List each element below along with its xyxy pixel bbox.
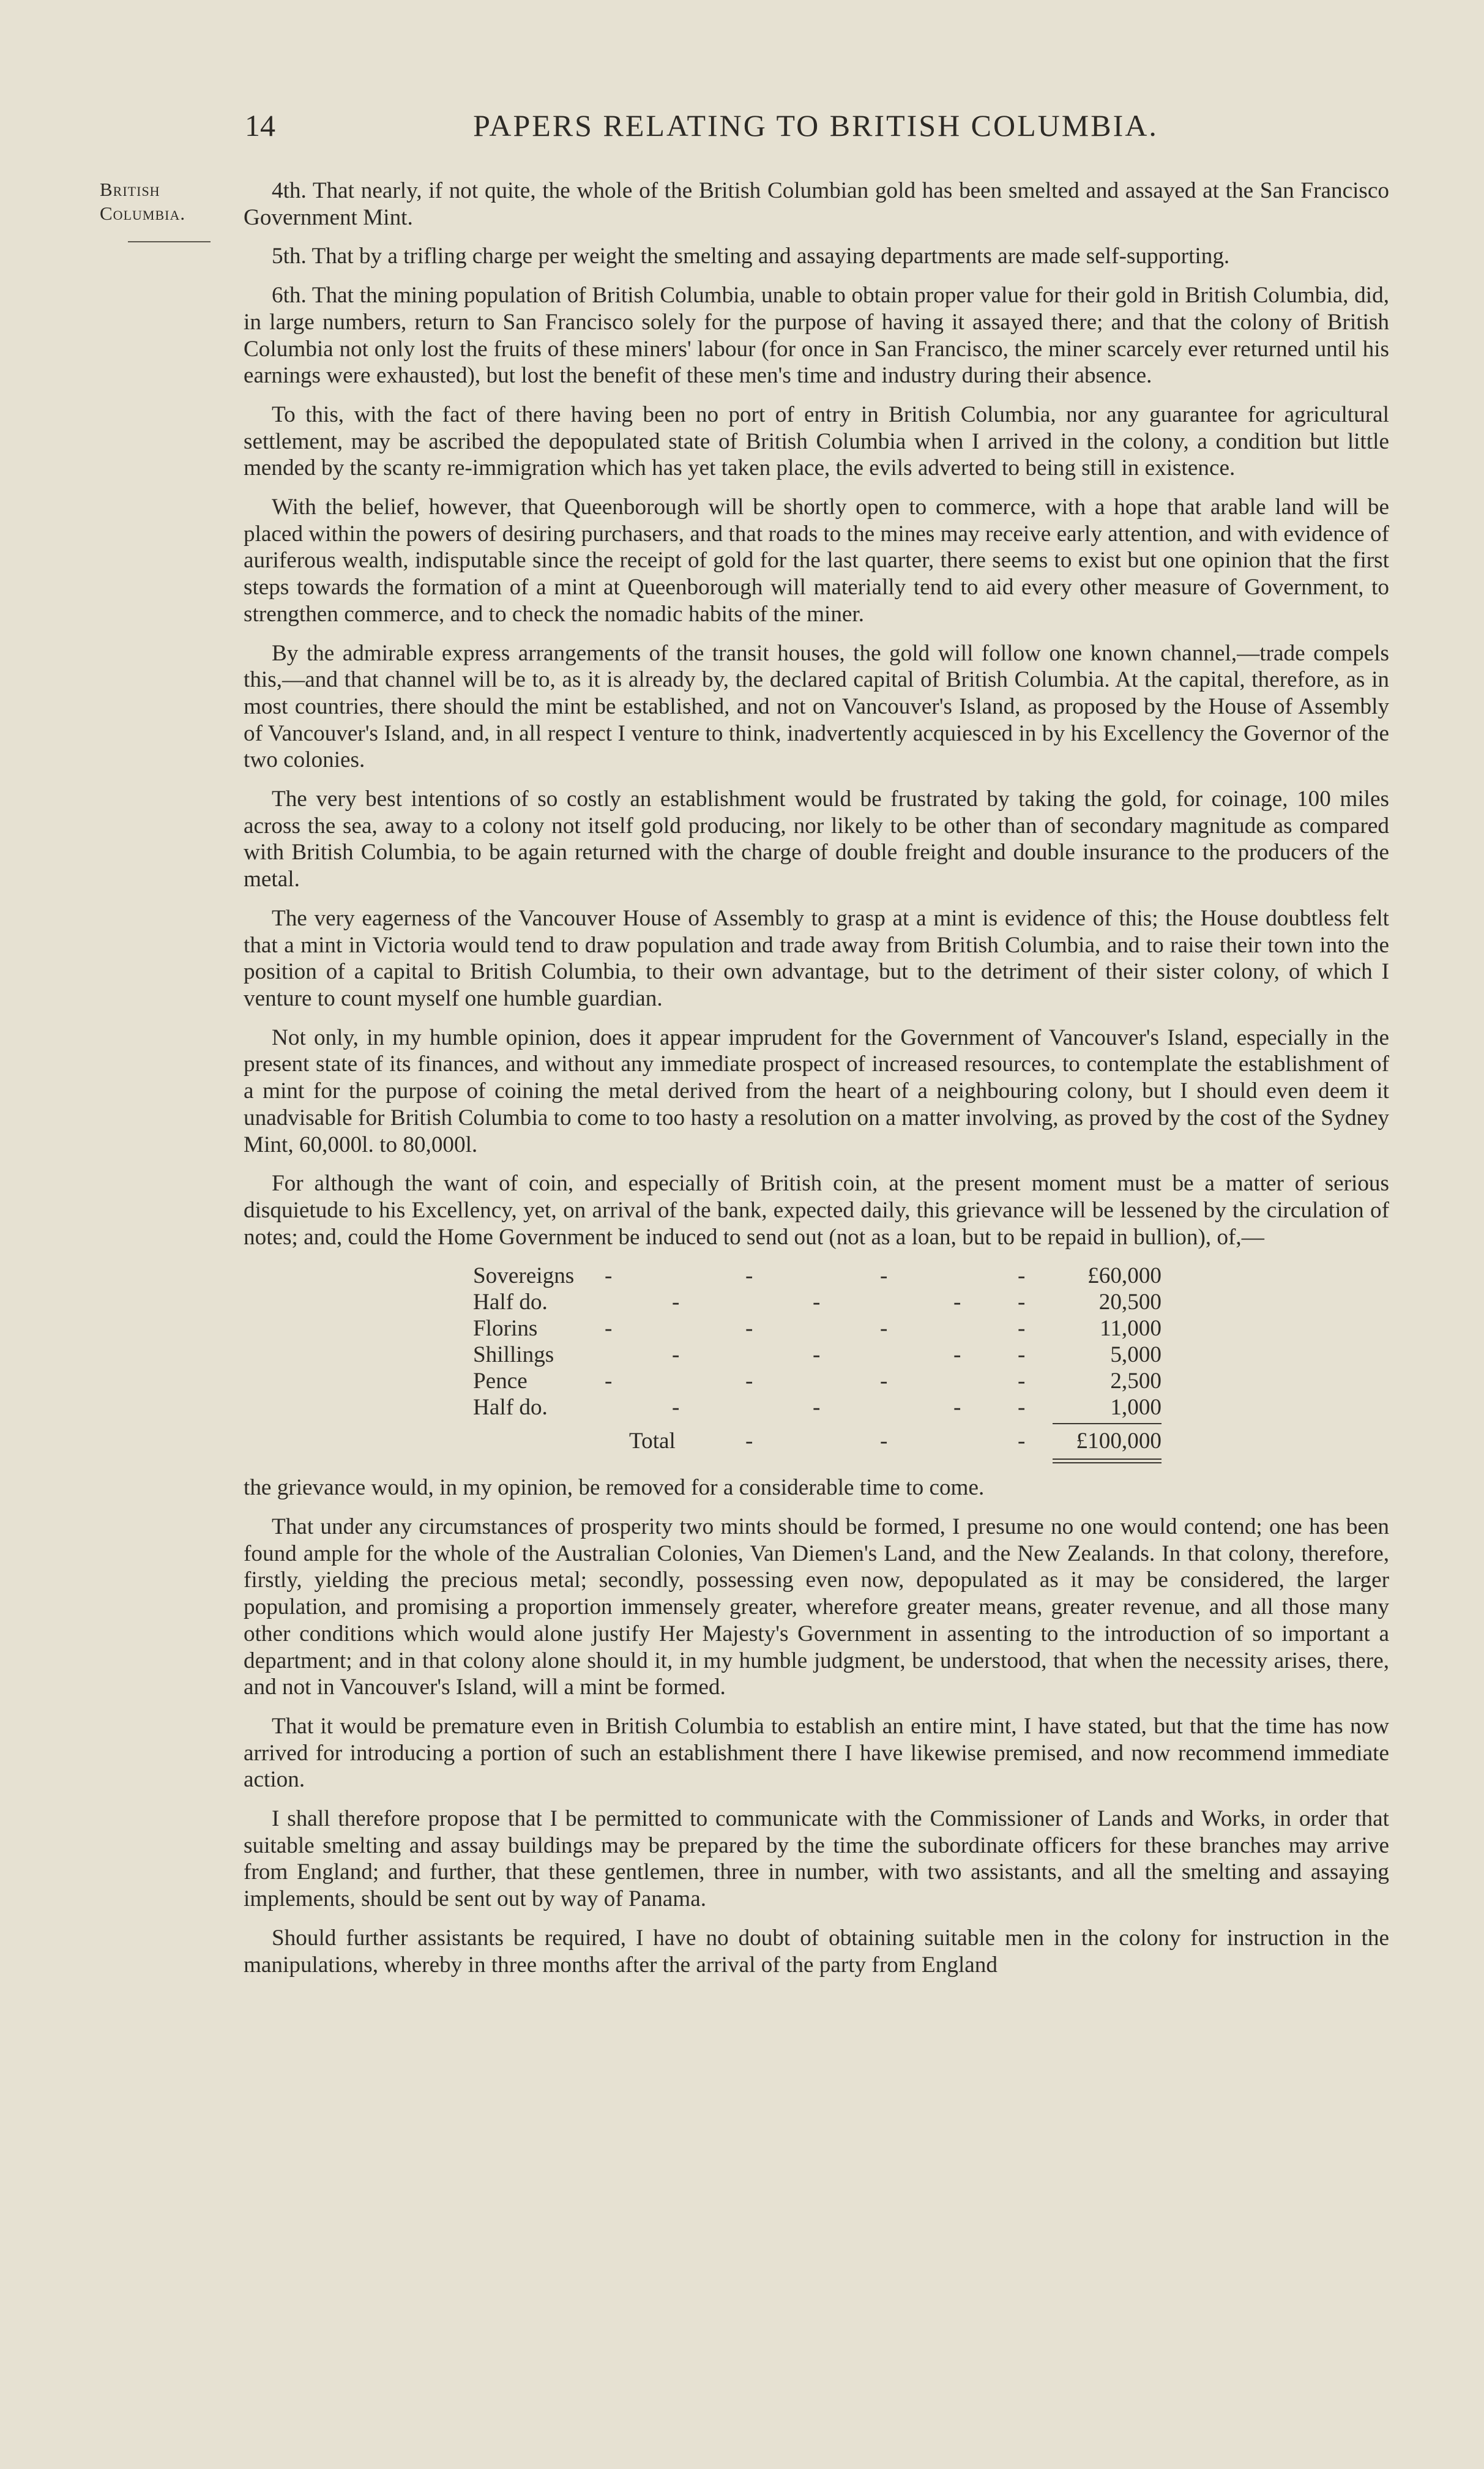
leader-dashes: - - - -	[672, 1395, 1026, 1421]
running-title: PAPERS RELATING TO BRITISH COLUMBIA.	[473, 108, 1158, 143]
paragraph: By the admirable express arrangements of the transit houses, the gold will follow one known channel,—trade compels this,—and that channel will be to, as it is already by, the declared capital of British Columbia. At the capital, therefore, as in most countries, there should the mint be established, and not on Vancouver's Island, as proposed by the House of Assembly of Vancouver's Island, and, in all respect I venture to think, inadvertently acquiesced in by his Excellency the Governor of the two colonies.	[244, 640, 1389, 773]
coin-amount: 2,500	[1110, 1369, 1161, 1394]
coin-amount: 1,000	[1110, 1395, 1161, 1421]
page-header	[245, 108, 1387, 157]
margin-note-rule	[128, 241, 211, 242]
coin-amount: 11,000	[1100, 1316, 1161, 1342]
page-number: 14	[245, 108, 275, 143]
coin-amount: £60,000	[1087, 1263, 1161, 1289]
sum-rule	[1053, 1423, 1161, 1424]
coin-name: Pence	[473, 1369, 528, 1394]
table-row	[244, 1394, 1161, 1421]
coin-name: Half do.	[473, 1290, 548, 1315]
leader-dashes: - - - -	[605, 1263, 1026, 1289]
table-row	[244, 1289, 1161, 1315]
coin-amount: 5,000	[1110, 1342, 1161, 1368]
paragraph: The very best intentions of so costly an establishment would be frustrated by taking the gold, for coinage, 100 miles across the sea, away to a colony not itself gold producing, nor likely to be other than of secondary magnitude as compared with British Columbia, to be again returned with the charge of double freight and double insurance to the producers of the metal.	[244, 786, 1389, 892]
paragraph: With the belief, however, that Queenborough will be shortly open to commerce, with a hope that arable land will be placed within the powers of desiring purchasers, and that roads to the mines may receive early attention, and with evidence of auriferous wealth, indisputable since the receipt of gold for the last quarter, there seems to exist but one opinion that the first steps towards the formation of a mint at Queenborough will materially tend to aid every other measure of Government, to strengthen commerce, and to check the nomadic habits of the miner.	[244, 495, 1389, 627]
paragraph: 5th. That by a trifling charge per weight the smelting and assaying departments are made self-supporting.	[272, 244, 1230, 269]
table-row	[244, 1368, 1161, 1394]
paragraph: I shall therefore propose that I be permitted to communicate with the Commissioner of Lands and Works, in order that suitable smelting and assay buildings may be prepared by the time the subordinate officers for these branches may arrive from England; and further, that these gentlemen, three in number, with two assistants, and all the smelting and assaying implements, should be sent out by way of Panama.	[244, 1806, 1389, 1912]
margin-note-line-1: British	[100, 179, 160, 200]
paragraph: That it would be premature even in British Columbia to establish an entire mint, I have stated, but that the time has now arrived for introducing a portion of such an establishment there I have likewise premised, and now recommend immediate action.	[244, 1713, 1389, 1793]
margin-note	[100, 177, 240, 242]
table-row	[244, 1342, 1161, 1368]
paragraph: The very eagerness of the Vancouver House of Assembly to grasp at a mint is evidence of this; the House doubtless felt that a mint in Victoria would tend to draw population and trade away from British Columbia, and to raise their town into the position of a capital to British Columbia, to their own advantage, but to the detriment of their sister colony, of which I venture to count myself one humble guardian.	[244, 905, 1389, 1011]
coin-name: Sovereigns	[473, 1263, 575, 1289]
table-row	[244, 1263, 1161, 1289]
double-rule-top	[1053, 1459, 1161, 1460]
paragraph: 6th. That the mining population of British Columbia, unable to obtain proper value for their gold in British Columbia, did, in large numbers, return to San Francisco solely for the purpose of having it assayed there; and that the colony of British Columbia not only lost the fruits of these miners' labour (for once in San Francisco, the miner scarcely ever returned until his earnings were exhausted), but lost the benefit of these men's time and industry during their absence.	[244, 283, 1389, 389]
leader-dashes: - - - -	[672, 1342, 1026, 1368]
coin-name: Half do.	[473, 1395, 548, 1421]
coin-name: Shillings	[473, 1342, 554, 1368]
body-text	[244, 177, 1389, 1990]
paragraph: To this, with the fact of there having been no port of entry in British Columbia, nor any guarantee for agricultural settlement, may be ascribed the depopulated state of British Columbia when I arrived in the colony, a condition but little mended by the scanty re-immigration which has yet taken place, the evils adverted to being still in existence.	[244, 402, 1389, 481]
leader-dashes: - - - -	[605, 1369, 1026, 1394]
paragraph: the grievance would, in my opinion, be removed for a considerable time to come.	[244, 1475, 985, 1501]
double-rule-bottom	[1053, 1462, 1161, 1463]
total-amount: £100,000	[1076, 1429, 1161, 1454]
coinage-table	[244, 1263, 1161, 1456]
leader-dashes: - - - -	[672, 1290, 1026, 1315]
paragraph: 4th. That nearly, if not quite, the whole of the British Columbian gold has been smelted and assayed at the San Francisco Government Mint.	[244, 178, 1389, 230]
coin-amount: 20,500	[1098, 1290, 1161, 1315]
coin-name: Florins	[473, 1316, 538, 1342]
paragraph: Should further assistants be required, I have no doubt of obtaining suitable men in the colony for instruction in the manipulations, whereby in three months after the arrival of the party from England	[244, 1925, 1389, 1978]
margin-note-line-2: Columbia.	[100, 203, 186, 224]
table-total-row	[244, 1421, 1161, 1456]
leader-dashes: - - -	[745, 1429, 1026, 1454]
total-label: Total	[629, 1429, 676, 1454]
table-row	[244, 1315, 1161, 1342]
leader-dashes: - - - -	[605, 1316, 1026, 1342]
paragraph: For although the want of coin, and especially of British coin, at the present moment must be a matter of serious disquietude to his Excellency, yet, on arrival of the bank, expected daily, this grievance will be lessened by the circulation of notes; and, could the Home Government be induced to send out (not as a loan, but to be repaid in bullion), of,—	[244, 1171, 1389, 1250]
paragraph: Not only, in my humble opinion, does it appear imprudent for the Government of Vancouver's Island, especially in the present state of its finances, and without any immediate prospect of increased resources, to contemplate the establishment of a mint for the purpose of coining the metal derived from the heart of a neighbouring colony, but I should even deem it unadvisable for British Columbia to come to too hasty a resolution on a matter involving, as proved by the cost of the Sydney Mint, 60,000l. to 80,000l.	[244, 1025, 1389, 1157]
paragraph: That under any circumstances of prosperity two mints should be formed, I presume no one would contend; one has been found ample for the whole of the Australian Colonies, Van Diemen's Land, and the New Zealands. In that colony, therefore, firstly, yielding the precious metal; secondly, possessing even now, depopulated as it may be considered, the larger population, and promising a proportion immensely greater, wherefore greater means, greater revenue, and all those many other conditions which would alone justify Her Majesty's Government in assenting to the introduction of so important a department; and in that colony alone should it, in my humble judgment, be understood, that when the necessity arises, there, and not in Vancouver's Island, will a mint be formed.	[244, 1514, 1389, 1700]
